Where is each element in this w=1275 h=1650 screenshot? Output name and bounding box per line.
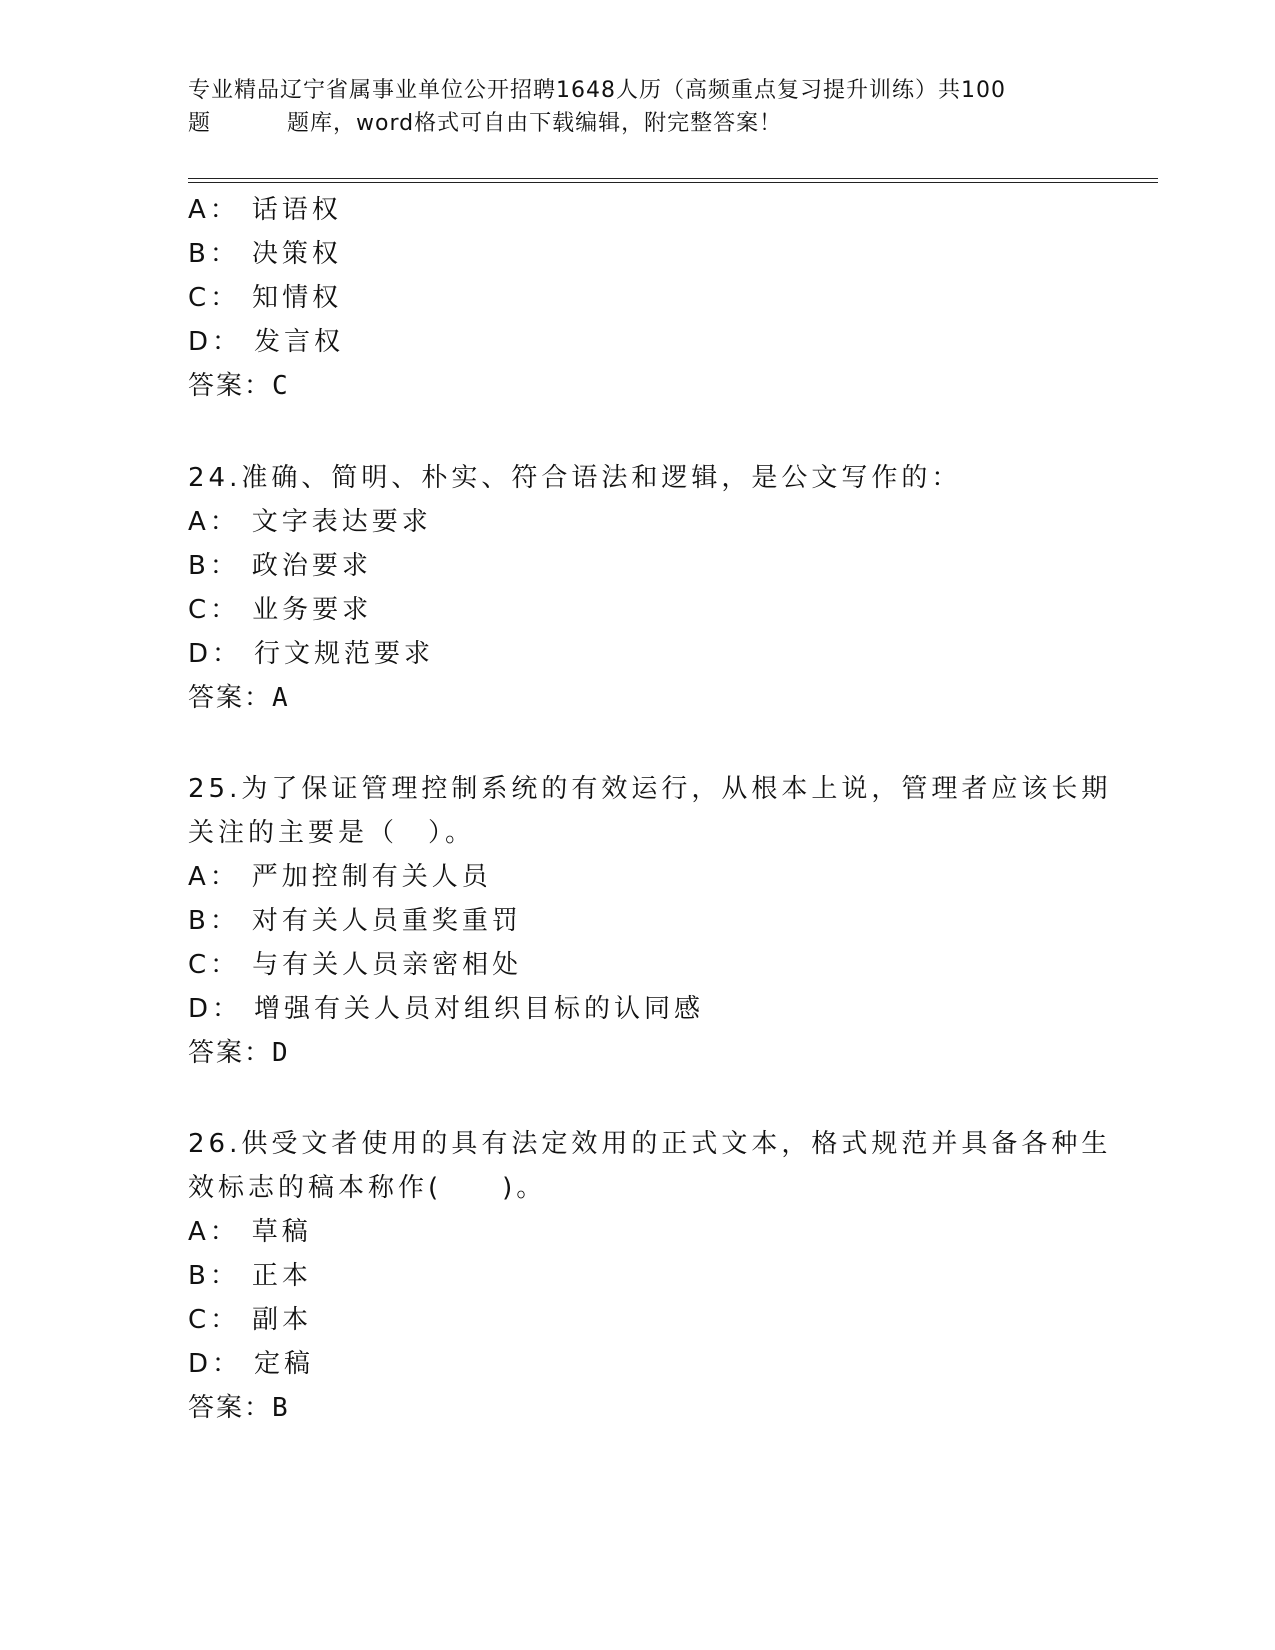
q23-option-d-letter: D： [188,327,243,357]
q26-option-d-text: 定稿 [254,1349,315,1379]
header-divider-top [188,178,1158,179]
q26-option-a-text: 草稿 [251,1217,312,1247]
q23-option-d-text: 发言权 [254,327,345,357]
q25-option-b-letter: B： [188,906,240,936]
q24-option-c-text: 业务要求 [252,595,373,625]
q25-answer-value: D [272,1038,289,1068]
q24-stem-line-1: 24.准确、简明、朴实、符合语法和逻辑，是公文写作的： [188,463,962,493]
q24-option-a-text: 文字表达要求 [251,507,432,537]
q25-option-b-text: 对有关人员重奖重罚 [251,906,522,936]
q26-option-c-text: 副本 [252,1305,313,1335]
q26-option-d [188,1347,314,1381]
q24-option-d [188,637,434,671]
q26-option-a [188,1215,312,1249]
q26-answer-label: 答案： [188,1393,273,1423]
q26-option-b-letter: B： [188,1261,240,1291]
header-line-2-right: 题库，word格式可自由下载编辑，附完整答案！ [287,111,783,136]
q25-option-c-letter: C： [188,950,241,980]
q25-option-b [188,904,522,938]
document-header [188,74,1088,140]
q26-option-a-letter: A： [188,1217,240,1247]
q25-stem-line-1: 25.为了保证管理控制系统的有效运行，从根本上说，管理者应该长期 [188,774,1112,804]
q23-answer-value: C [272,371,289,401]
q25-option-a-text: 严加控制有关人员 [251,862,492,892]
header-line-1: 专业精品辽宁省属事业单位公开招聘1648人历（高频重点复习提升训练）共100 [188,78,1006,103]
q24-answer-value: A [272,683,289,713]
q24-answer [188,681,289,715]
q23-option-b-letter: B： [188,239,240,269]
header-divider-bottom [188,182,1158,183]
q26-option-b-text: 正本 [251,1261,312,1291]
q26-answer-value: B [272,1393,289,1423]
q25-stem-line-2: 关注的主要是（ ）。 [188,818,476,848]
q24-option-b-text: 政治要求 [251,551,372,581]
q24-option-d-letter: D： [188,639,243,669]
q25-option-d-text: 增强有关人员对组织目标的认同感 [254,994,705,1024]
header-line-2 [188,107,1088,140]
q24-option-a [188,505,432,539]
q25-option-c [188,948,522,982]
q23-option-c-text: 知情权 [252,283,343,313]
q26-answer [188,1391,289,1425]
header-line-2-left: 题 [188,111,212,136]
q26-option-d-letter: D： [188,1349,243,1379]
q26-option-c [188,1303,312,1337]
q23-option-c-letter: C： [188,283,241,313]
q26-stem-line-1: 26.供受文者使用的具有法定效用的正式文本，格式规范并具备各种生 [188,1129,1112,1159]
q24-option-c-letter: C： [188,595,241,625]
q26-stem-line-2: 效标志的稿本称作( )。 [188,1173,547,1203]
q24-option-d-text: 行文规范要求 [254,639,435,669]
q24-option-b-letter: B： [188,551,240,581]
q24-answer-label: 答案： [188,683,273,713]
q23-answer [188,369,289,403]
q25-option-c-text: 与有关人员亲密相处 [252,950,523,980]
q24-option-a-letter: A： [188,507,240,537]
q23-option-b-text: 决策权 [251,239,342,269]
q23-option-a [188,193,342,227]
q23-option-a-letter: A： [188,195,240,225]
q24-option-c [188,593,372,627]
q23-option-d [188,325,344,359]
q24-option-b [188,549,372,583]
q25-option-d-letter: D： [188,994,243,1024]
q26-option-c-letter: C： [188,1305,241,1335]
q26-option-b [188,1259,312,1293]
q23-option-a-text: 话语权 [251,195,342,225]
q23-option-c [188,281,342,315]
q23-answer-label: 答案： [188,371,273,401]
q25-option-a-letter: A： [188,862,240,892]
q25-option-a [188,860,492,894]
q25-option-d [188,992,704,1026]
q25-answer [188,1036,289,1070]
q23-option-b [188,237,342,271]
q25-answer-label: 答案： [188,1038,273,1068]
